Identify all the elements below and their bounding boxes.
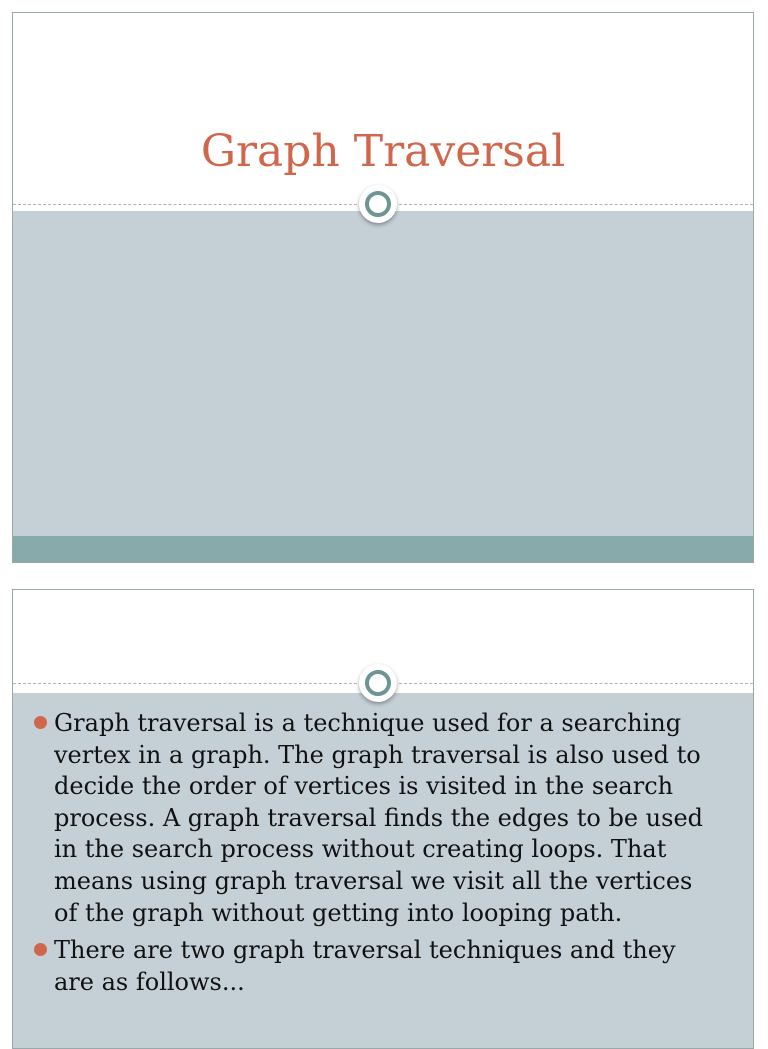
- bullet-list: [13, 708, 753, 1004]
- slide-1: [12, 12, 754, 563]
- slide-1-body-area: [13, 211, 753, 537]
- bullet-text: There are two graph traversal techniques and they are as follows...: [54, 936, 676, 996]
- ring-ornament-icon: [359, 664, 397, 702]
- bullet-item: [13, 935, 753, 998]
- slide-title: Graph Traversal: [200, 126, 566, 177]
- bullet-text: Graph traversal is a technique used for a searching vertex in a graph. The graph traversal is also used to decide the order of vertices is visited in the search process. A graph traversal finds the edges to be used in the search process without creating loops. That means using graph traversal we visit all the vertices of the graph without getting into looping path.: [54, 709, 704, 927]
- bullet-dot-icon: [34, 943, 47, 956]
- ring-ornament-icon: [359, 185, 397, 223]
- slide-1-title-area: [13, 13, 753, 211]
- bullet-dot-icon: [34, 716, 47, 729]
- bullet-item: [13, 708, 753, 929]
- slide-footer-band: [13, 536, 753, 562]
- slide-2: [12, 589, 754, 1049]
